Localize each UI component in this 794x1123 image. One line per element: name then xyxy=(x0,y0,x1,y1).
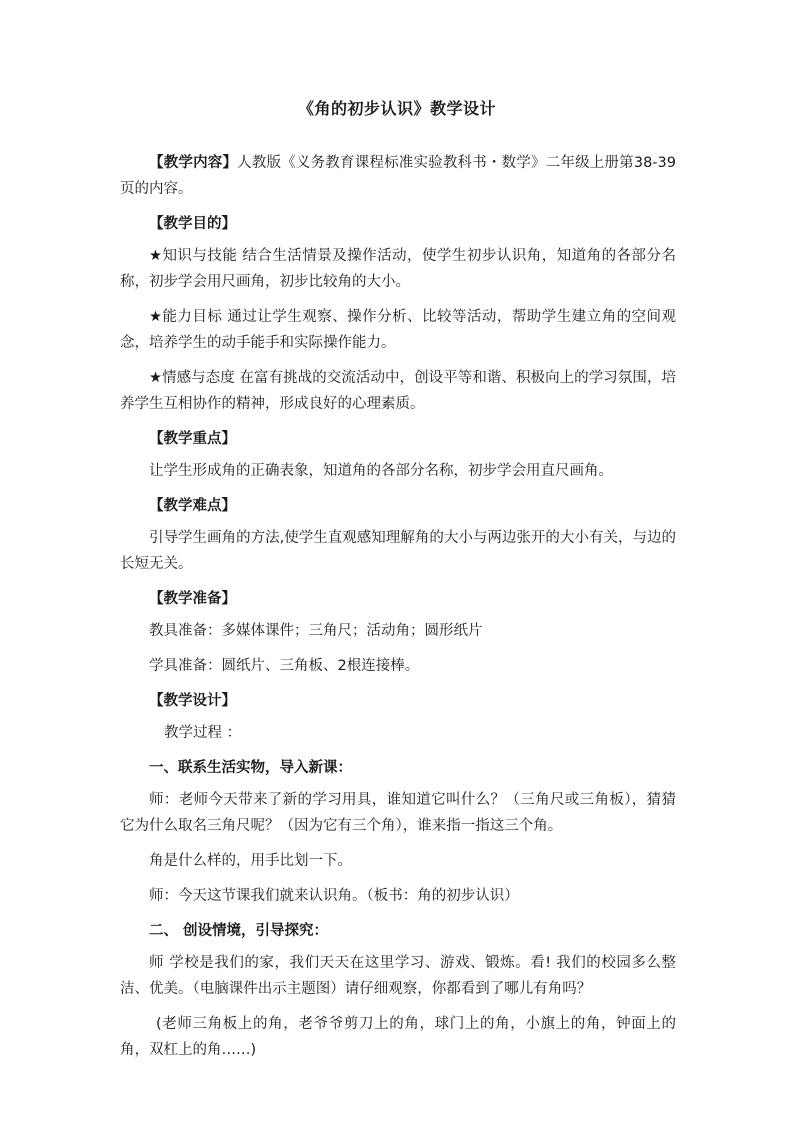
teaching-content-paragraph xyxy=(120,150,676,202)
objective-emotion: ★情感与态度 在富有挑战的交流活动中，创设平等和谐、积极向上的学习氛围，培养学生互相协作的精神，形成良好的心理素质。 xyxy=(120,370,676,412)
preparation-heading: 【教学准备】 xyxy=(149,591,236,607)
teacher-preparation: 教具准备：多媒体课件；三角尺；活动角；圆形纸片 xyxy=(149,623,483,639)
objective-knowledge: ★知识与技能 结合生活情景及操作活动，使学生初步认识角，知道角的各部分名称，初步学会用尺画角，初步比较角的大小。 xyxy=(120,248,676,290)
process-label: 教学过程 ： xyxy=(164,725,242,741)
key-points-heading: 【教学重点】 xyxy=(149,431,236,447)
objective-ability: ★能力目标 通过让学生观察、操作分析、比较等活动，帮助学生建立角的空间观念，培养学生的动手能手和实际操作能力。 xyxy=(120,309,676,351)
teaching-content-label: 【教学内容】 xyxy=(149,155,238,171)
teaching-content-text: 人教版《义务教育课程标准实验教科书・数学》二年级上册第38-39页的内容。 xyxy=(120,155,676,197)
section-1-paragraph-3: 师：今天这节课我们就来认识角。（板书：角的初步认识） xyxy=(149,888,519,904)
document-title: 《角的初步认识》教学设计 xyxy=(297,99,496,118)
difficulties-text: 引导学生画角的方法,使学生直观感知理解角的大小与两边张开的大小有关，与边的长短无关。 xyxy=(120,530,676,572)
section-1-heading: 一、联系生活实物，导入新课： xyxy=(149,760,352,776)
section-2-heading: 二、 创设情境，引导探究： xyxy=(149,923,329,939)
key-points-text: 让学生形成角的正确表象，知道角的各部分名称，初步学会用直尺画角。 xyxy=(149,463,613,479)
document-body xyxy=(120,150,676,1072)
section-1-paragraph-2: 角是什么样的，用手比划一下。 xyxy=(149,853,352,869)
difficulties-heading: 【教学难点】 xyxy=(149,498,236,514)
objectives-heading: 【教学目的】 xyxy=(149,216,236,232)
section-2-paragraph-1: 师 学校是我们的家，我们天天在这里学习、游戏、锻炼。看! 我们的校园多么整洁、优美。（电脑课件出示主题图）请仔细观察，你都看到了哪儿有角吗？ xyxy=(120,955,676,997)
section-1-paragraph-1: 师：老师今天带来了新的学习用具，谁知道它叫什么？（三角尺或三角板），猜猜它为什么取名三角尺呢？（因为它有三个角），谁来指一指这三个角。 xyxy=(120,792,676,834)
student-preparation: 学具准备：圆纸片、三角板、2根连接棒。 xyxy=(149,658,420,674)
section-2-paragraph-2: (老师三角板上的角，老爷爷剪刀上的角，球门上的角，小旗上的角，钟面上的角，双杠上的角……) xyxy=(120,1016,676,1058)
design-heading: 【教学设计】 xyxy=(149,693,236,709)
